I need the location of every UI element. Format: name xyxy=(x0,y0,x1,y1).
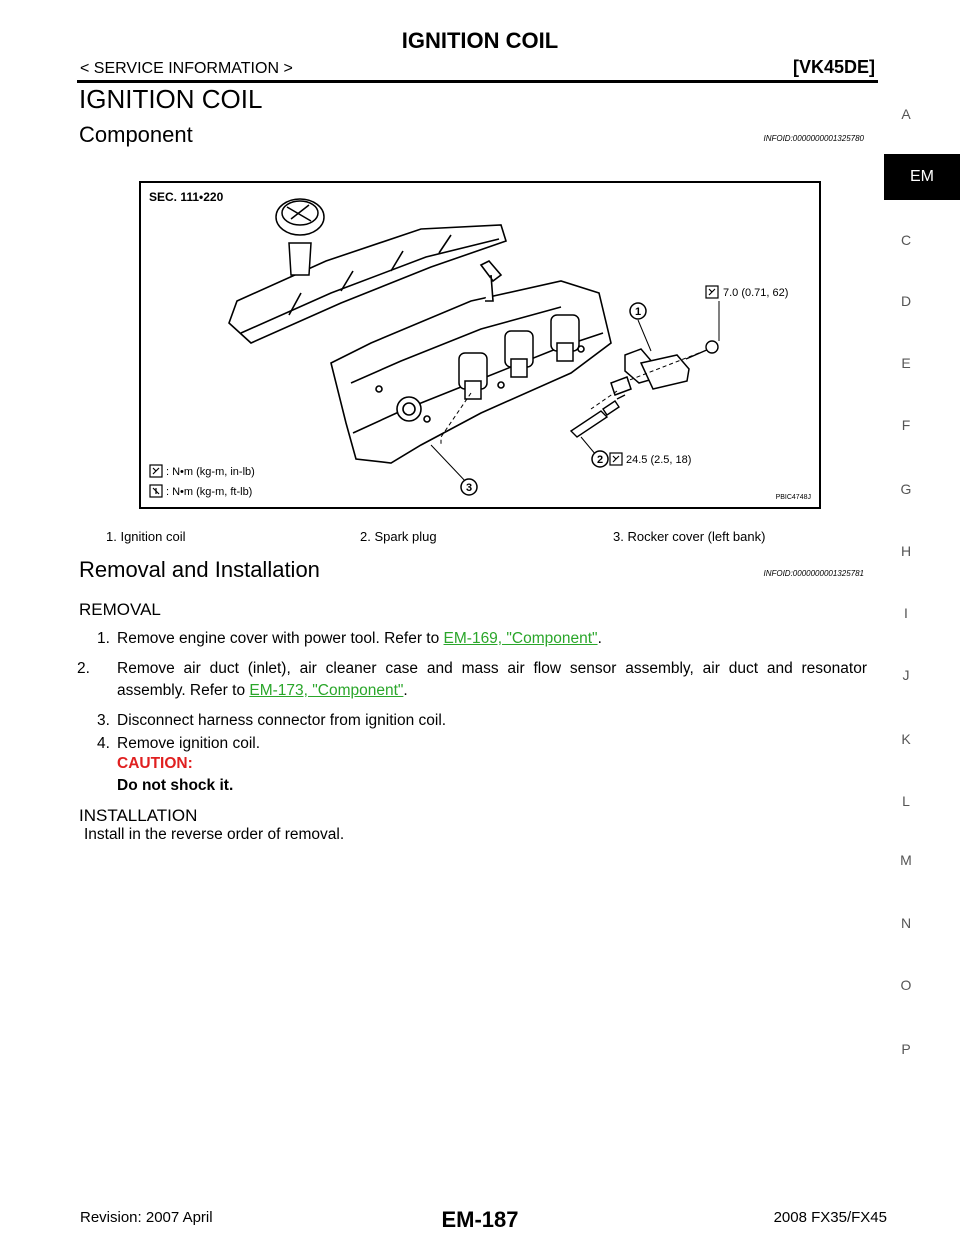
step-text: Disconnect harness connector from ignition coil. xyxy=(117,712,447,729)
side-tab-g[interactable]: G xyxy=(900,481,912,497)
page-title: IGNITION COIL xyxy=(79,84,263,114)
step-2 xyxy=(77,658,867,702)
side-tab-m[interactable]: M xyxy=(900,852,912,868)
step-number: 2. xyxy=(77,660,90,677)
link-em-173[interactable]: EM-173, "Component" xyxy=(249,682,404,699)
spark-plug xyxy=(571,395,625,437)
side-tab-c[interactable]: C xyxy=(900,232,912,248)
component-infoid: INFOID:0000000001325780 xyxy=(763,134,864,143)
engine-code: [VK45DE] xyxy=(792,57,875,77)
figure-code: PBIC4748J xyxy=(775,494,811,501)
removal-subheading: REMOVAL xyxy=(79,600,161,619)
svg-text:2: 2 xyxy=(596,454,604,466)
step-text-end: . xyxy=(403,682,408,699)
legend-2: : N•m (kg-m, ft-lb) xyxy=(166,486,253,498)
step-1 xyxy=(97,628,867,650)
step-number: 4. xyxy=(97,735,110,752)
callout-3 xyxy=(461,479,477,495)
step-number: 1. xyxy=(97,630,110,647)
step-text: Remove engine cover with power tool. Refer to xyxy=(117,630,444,647)
side-tab-h[interactable]: H xyxy=(900,543,912,559)
caption-spark-plug: 2. Spark plug xyxy=(360,529,437,544)
oil-filler-cap xyxy=(276,199,324,275)
side-tab-j[interactable]: J xyxy=(902,667,910,683)
caption-rocker-cover: 3. Rocker cover (left bank) xyxy=(613,529,766,544)
step-text-end: . xyxy=(597,630,602,647)
footer-model: 2008 FX35/FX45 xyxy=(773,1209,887,1226)
legend-icon-1 xyxy=(150,465,162,477)
footer-revision: Revision: 2007 April xyxy=(80,1209,213,1226)
caution-text: Do not shock it. xyxy=(117,777,234,794)
caution-label: CAUTION: xyxy=(117,755,193,772)
section-breadcrumb: < SERVICE INFORMATION > xyxy=(80,60,293,77)
side-tab-o[interactable]: O xyxy=(900,977,912,993)
footer-page-number: EM-187 xyxy=(441,1207,519,1232)
legend-icon-2 xyxy=(150,485,162,497)
step-text: Remove air duct (inlet), air cleaner case and mass air flow sensor assembly, air duct and resonator assembly. Refer to xyxy=(117,660,867,699)
component-heading: Component xyxy=(79,122,193,147)
torque-value-2: 24.5 (2.5, 18) xyxy=(626,454,692,466)
side-tab-e[interactable]: E xyxy=(901,355,911,371)
side-tab-f[interactable]: F xyxy=(901,417,911,433)
side-tab-a[interactable]: A xyxy=(901,106,911,122)
removal-infoid: INFOID:0000000001325781 xyxy=(763,569,864,578)
svg-text:1: 1 xyxy=(634,306,642,318)
side-tab-p[interactable]: P xyxy=(901,1041,911,1057)
step-text: Remove ignition coil. xyxy=(117,735,261,752)
installation-subheading: INSTALLATION xyxy=(79,806,198,825)
side-tab-l[interactable]: L xyxy=(902,793,910,809)
page-header-title: IGNITION COIL xyxy=(401,28,559,53)
ignition-coil-diagram xyxy=(139,181,821,509)
side-tab-k[interactable]: K xyxy=(901,731,911,747)
diagram-svg xyxy=(141,183,819,507)
torque-value-1: 7.0 (0.71, 62) xyxy=(723,287,789,299)
callout-2 xyxy=(592,451,608,467)
side-tab-d[interactable]: D xyxy=(900,293,912,309)
step-number: 3. xyxy=(97,712,110,729)
header-rule xyxy=(77,80,878,83)
removal-installation-heading: Removal and Installation xyxy=(79,557,320,582)
step-4 xyxy=(97,733,867,755)
torque-icon-1 xyxy=(706,286,718,298)
side-tab-em-active[interactable]: EM xyxy=(884,154,960,200)
callout-1 xyxy=(630,303,646,319)
legend-1: : N•m (kg-m, in-lb) xyxy=(166,466,255,478)
link-em-169[interactable]: EM-169, "Component" xyxy=(443,630,598,647)
side-tab-i[interactable]: I xyxy=(904,605,908,621)
torque-icon-2 xyxy=(610,453,622,465)
svg-text:3: 3 xyxy=(465,482,473,494)
installation-text: Install in the reverse order of removal. xyxy=(84,826,345,843)
side-tab-n[interactable]: N xyxy=(900,915,912,931)
sec-label: SEC. 111•220 xyxy=(149,190,224,204)
step-3 xyxy=(97,710,867,732)
caption-ignition-coil: 1. Ignition coil xyxy=(106,529,186,544)
